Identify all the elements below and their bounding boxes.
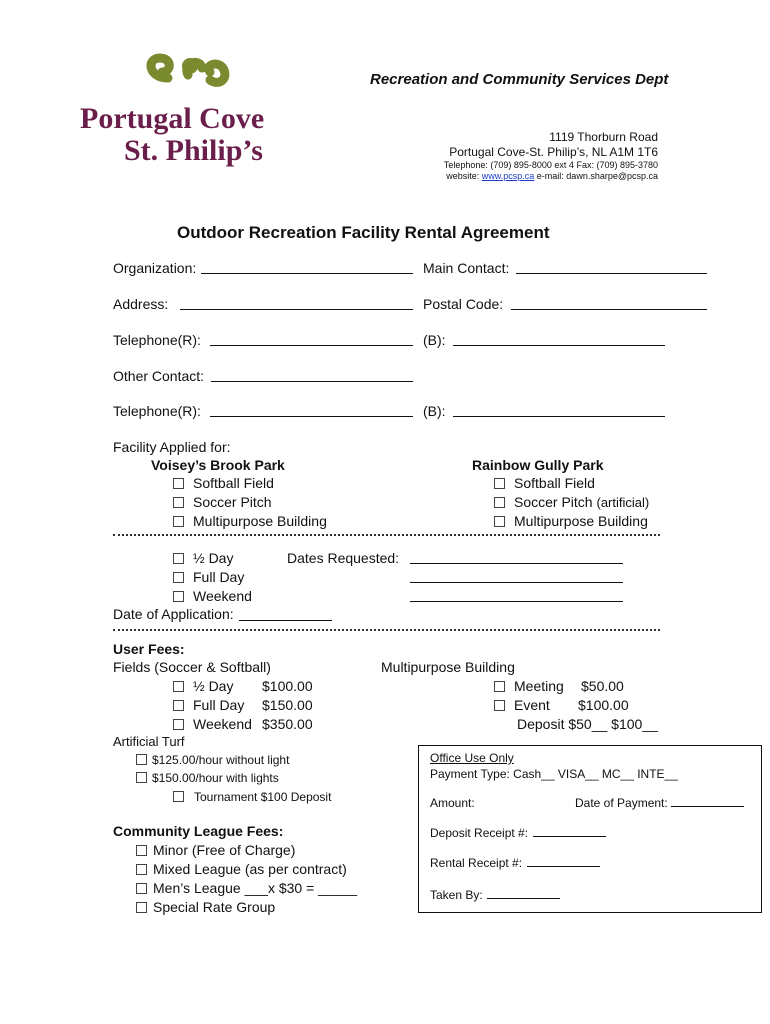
main-contact-field[interactable] [516,273,707,274]
website-label: website: [446,171,482,181]
fields-weekend-fee[interactable] [173,716,313,732]
amount-label: Amount: [430,796,475,810]
address-line-2: Portugal Cove-St. Philip’s, NL A1M 1T6 [449,145,658,159]
league-special-option[interactable] [136,899,275,915]
telephone-r-field[interactable] [210,345,413,346]
payment-type: Payment Type: Cash__ VISA__ MC__ INTE__ [430,767,678,781]
checkbox[interactable] [136,772,147,783]
logo-line1: Portugal Cove [80,102,265,135]
checkbox[interactable] [173,553,184,564]
fee-price: $350.00 [262,716,313,732]
other-telephone-b-label: (B): [423,403,446,419]
option-label: Mixed League (as per contract) [153,861,347,877]
rainbow-gully-park-heading: Rainbow Gully Park [472,457,604,473]
logo [78,50,268,170]
main-contact-label: Main Contact: [423,260,510,276]
checkbox[interactable] [494,681,505,692]
fee-label: Weekend [193,716,252,732]
other-telephone-b-field[interactable] [453,416,665,417]
deposit-receipt-label: Deposit Receipt #: [430,826,529,840]
checkbox[interactable] [173,719,184,730]
weekend-option[interactable] [173,588,252,604]
option-label: $125.00/hour without light [152,753,290,767]
option-label: Weekend [193,588,252,604]
checkbox[interactable] [173,497,184,508]
facility-label: Facility Applied for: [113,439,231,455]
telephone-b-label: (B): [423,332,446,348]
checkbox[interactable] [173,516,184,527]
rental-receipt-field[interactable] [527,866,600,867]
fee-price: $100.00 [578,697,629,713]
address-field[interactable] [180,309,413,310]
voiseys-brook-park-heading: Voisey’s Brook Park [151,457,285,473]
checkbox[interactable] [494,700,505,711]
checkbox[interactable] [494,478,505,489]
fee-price: $50.00 [581,678,624,694]
department-name: Recreation and Community Services Dept [370,71,669,88]
park2-multipurpose-option[interactable] [494,513,648,529]
page-title: Outdoor Recreation Facility Rental Agreement [177,223,550,242]
deposit-fee: Deposit $50__ $100__ [517,716,658,732]
artificial-turf-heading: Artificial Turf [113,734,185,749]
rental-receipt-label: Rental Receipt #: [430,856,523,870]
park1-multipurpose-option[interactable] [173,513,327,529]
park1-softball-option[interactable] [173,475,274,491]
address-line-1: 1119 Thorburn Road [549,130,658,144]
league-minor-option[interactable] [136,842,295,858]
fee-price: $150.00 [262,697,313,713]
dates-requested-field-1[interactable] [410,563,623,564]
deposit-receipt-field[interactable] [533,836,606,837]
office-use-heading: Office Use Only [430,751,514,765]
date-of-payment-label: Date of Payment: [575,796,668,810]
postal-code-field[interactable] [511,309,707,310]
taken-by-label: Taken By: [430,888,483,902]
park2-soccer-option[interactable] [494,494,649,510]
fee-label: Event [514,697,550,713]
full-day-option[interactable] [173,569,244,585]
other-telephone-r-label: Telephone(R): [113,403,201,419]
checkbox[interactable] [136,754,147,765]
website-link[interactable]: www.pcsp.ca [481,171,535,181]
tournament-deposit-option[interactable] [173,790,331,804]
checkbox[interactable] [136,845,147,856]
option-label: Minor (Free of Charge) [153,842,296,858]
checkbox[interactable] [136,864,147,875]
other-contact-label: Other Contact: [113,368,205,384]
postal-code-label: Postal Code: [423,296,504,312]
divider [113,534,660,536]
address-label: Address: [113,296,169,312]
checkbox[interactable] [173,791,184,802]
option-label: Tournament $100 Deposit [194,790,332,804]
turf-without-light-option[interactable] [136,753,289,767]
checkbox[interactable] [173,478,184,489]
league-mens-option[interactable] [136,880,357,896]
option-label: Full Day [193,569,245,585]
option-label: Multipurpose Building [193,513,327,529]
event-fee[interactable] [494,697,629,713]
checkbox[interactable] [494,497,505,508]
phone-fax: Telephone: (709) 895-8000 ext 4 Fax: (709) 895-3780 [443,160,658,170]
dates-requested-field-3[interactable] [410,601,623,602]
dates-requested-field-2[interactable] [410,582,623,583]
option-label: Multipurpose Building [514,513,648,529]
other-telephone-r-field[interactable] [210,416,413,417]
other-contact-field[interactable] [211,381,413,382]
option-label: Special Rate Group [153,899,276,915]
option-label: $150.00/hour with lights [152,771,279,785]
email: e-mail: dawn.sharpe@pcsp.ca [534,171,658,181]
telephone-b-field[interactable] [453,345,665,346]
user-fees-heading: User Fees: [113,641,185,657]
meeting-fee[interactable] [494,678,624,694]
telephone-r-label: Telephone(R): [113,332,201,348]
turf-with-lights-option[interactable] [136,771,279,785]
artificial-note: (artificial) [596,495,650,510]
dates-requested-label: Dates Requested: [287,550,400,566]
option-label: Softball Field [514,475,595,491]
fields-fees-heading: Fields (Soccer & Softball) [113,659,271,675]
checkbox[interactable] [173,591,184,602]
checkbox[interactable] [136,883,147,894]
fee-price: $100.00 [262,678,313,694]
option-label: Soccer Pitch [193,494,272,510]
checkbox[interactable] [173,700,184,711]
fee-label: Meeting [514,678,564,694]
date-of-application-label: Date of Application: [113,606,234,622]
divider [113,629,660,631]
multipurpose-fees-heading: Multipurpose Building [381,659,515,675]
checkbox[interactable] [494,516,505,527]
checkbox[interactable] [173,572,184,583]
option-label: ½ Day [193,550,234,566]
date-of-payment-field[interactable] [671,806,744,807]
park2-softball-option[interactable] [494,475,595,491]
fields-half-day-fee[interactable] [173,678,313,694]
website-email [446,171,658,181]
checkbox[interactable] [173,681,184,692]
taken-by-field[interactable] [487,898,560,899]
fields-full-day-fee[interactable] [173,697,313,713]
option-label: Soccer Pitch [514,494,593,510]
organization-field[interactable] [201,273,413,274]
community-league-heading: Community League Fees: [113,823,284,839]
option-label: Softball Field [193,475,274,491]
date-of-application-field[interactable] [239,620,332,621]
logo-line2: St. Philip’s [124,134,263,167]
fee-label: Full Day [193,697,245,713]
checkbox[interactable] [136,902,147,913]
logo-swirl-icon [78,50,268,105]
organization-label: Organization: [113,260,197,276]
fee-label: ½ Day [193,678,234,694]
park1-soccer-option[interactable] [173,494,272,510]
league-mixed-option[interactable] [136,861,347,877]
option-label: Men’s League ___x $30 = _____ [153,880,358,896]
half-day-option[interactable] [173,550,233,566]
